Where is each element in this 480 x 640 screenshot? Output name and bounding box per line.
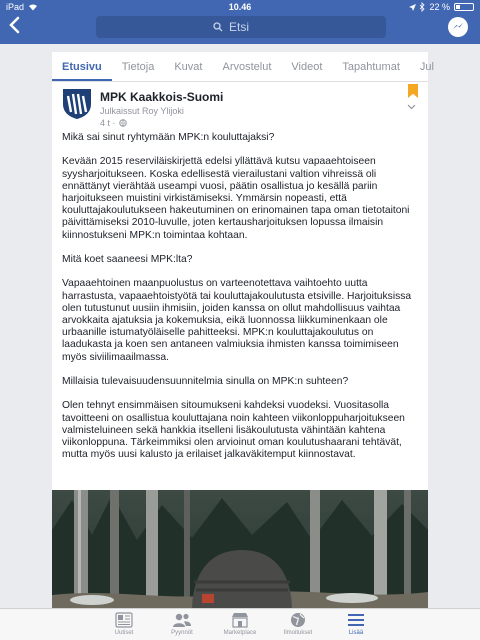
bottom-tab-label: Lisää (348, 630, 364, 636)
post-publisher: Julkaissut Roy Ylijoki (100, 106, 184, 116)
bottom-tab-label: Ilmoitukset (283, 630, 313, 636)
page-tabs (52, 52, 434, 82)
post-paragraph: Olen tehnyt ensimmäisen sitoumukseni kahdeksi vuodeksi. Vuositasolla tavoitteeni on osallistua kouluttajana noin kahteen viikonloppuharjoitukseen valmisteluineen sekä hankkia itselleni lisäkoulutusta vähintään kahtena viikonloppuna. Tärkeimmiksi olen arvioinut oman koulutushaarani tehtävät, mutta myös uusi kalusto ja erilaiset jalkaväkitemput kiinnostavat. (62, 400, 405, 461)
post-body (62, 132, 424, 474)
post-paragraph: Mikä sai sinut ryhtymään MPK:n kouluttajaksi? (62, 132, 275, 143)
battery-percent: 22 % (429, 2, 450, 12)
post-header (52, 84, 428, 128)
page-card (52, 52, 434, 612)
back-button[interactable] (8, 16, 28, 38)
carrier-label: iPad (6, 2, 25, 12)
tab-etusivu[interactable]: Etusivu (52, 61, 112, 81)
bottom-tab-bar (0, 608, 480, 640)
page-name-link[interactable]: MPK Kaakkois-Suomi (100, 90, 224, 104)
tab-tapahtumat[interactable]: Tapahtumat (342, 61, 400, 73)
messenger-button[interactable] (448, 17, 468, 37)
bottom-tab-notifications[interactable] (272, 609, 324, 640)
top-navigation-bar (0, 0, 480, 44)
status-time: 10.46 (228, 2, 252, 12)
search-box[interactable] (96, 16, 386, 38)
globe-icon (119, 119, 127, 127)
tab-arvostelut[interactable]: Arvostelut (222, 61, 272, 73)
post-paragraph: Millaisia tulevaisuudensuunnitelmia sinulla on MPK:n suhteen? (62, 376, 349, 387)
bottom-tab-label: Uutiset (114, 630, 134, 636)
bottom-tab-marketplace[interactable] (214, 609, 266, 640)
tab-kuvat[interactable]: Kuvat (174, 61, 203, 73)
forest-photo (52, 490, 428, 612)
news-feed-icon (114, 611, 134, 629)
marketplace-icon (230, 611, 250, 629)
search-input[interactable] (229, 20, 269, 34)
tab-tietoja[interactable]: Tietoja (121, 61, 155, 73)
chevron-down-icon[interactable] (407, 102, 416, 113)
bottom-tab-label: Marketplace (223, 630, 257, 636)
post-time: 4 t · (100, 118, 116, 128)
post-paragraph: Kevään 2015 reserviläiskirjettä edelsi yllättävä kutsu vapaaehtoiseen syysharjoitukseen. Koska edellisestä vierailustani valtion vihreissä oli ennättänyt vierähtää useampi vuosi, päätin osallistua jo kesällä pariin harjoitukseen muistini virkistämiseksi. Ymmärsin nopeasti, että kouluttajakoulutukseen hakeutuminen on erinomainen tapa oman tietotaitoni päivittämiseksi 2010-luvulle, joten kertausharjoituksen lopussa ilmaisin kiinnostukseni MPK:n toimintaa kohtaan. (62, 156, 410, 241)
post-photo[interactable] (52, 490, 428, 612)
bottom-tab-requests[interactable] (156, 609, 208, 640)
globe-icon (288, 611, 308, 629)
mpk-logo-icon[interactable] (62, 88, 92, 120)
post-meta (100, 118, 127, 128)
bluetooth-icon (420, 3, 425, 11)
battery-icon (454, 3, 474, 11)
post-paragraph: Vapaaehtoinen maanpuolustus on varteenotettava vaihtoehto uutta harrastusta, vapaaehtoistyötä tai kouluttajakoulutusta etsiville. Harjoituksissa olen tutustunut uusiin ihmisiin, joiden kanssa on ollut mahdollisuus vaihtaa arvokkaita ajatuksia ja kokemuksia, eikä luonnossa liikkuminenkaan ole urbaanille istumatyöläiselle pahitteeksi. MPK:n kouluttajakoulutus on laadukasta ja koen sen antaneen valmiuksia ihmisten kanssa toimimiseen myös siviilimaailmassa. (62, 278, 412, 363)
bookmark-icon[interactable] (408, 84, 418, 98)
post-paragraph: Mitä koet saaneesi MPK:lta? (62, 254, 193, 265)
tab-videot[interactable]: Videot (291, 61, 323, 73)
messenger-icon (452, 21, 464, 33)
bottom-tab-more[interactable] (330, 609, 382, 640)
status-bar (0, 0, 480, 14)
search-icon (213, 22, 223, 32)
status-right (409, 2, 474, 12)
tab-julkaisut[interactable]: Jul (419, 61, 434, 73)
menu-icon (346, 611, 366, 629)
friend-requests-icon (172, 611, 192, 629)
bottom-tab-label: Pyynnöt (171, 630, 193, 636)
bottom-tab-news-feed[interactable] (98, 609, 150, 640)
chevron-left-icon (8, 16, 20, 34)
location-arrow-icon (409, 4, 416, 11)
